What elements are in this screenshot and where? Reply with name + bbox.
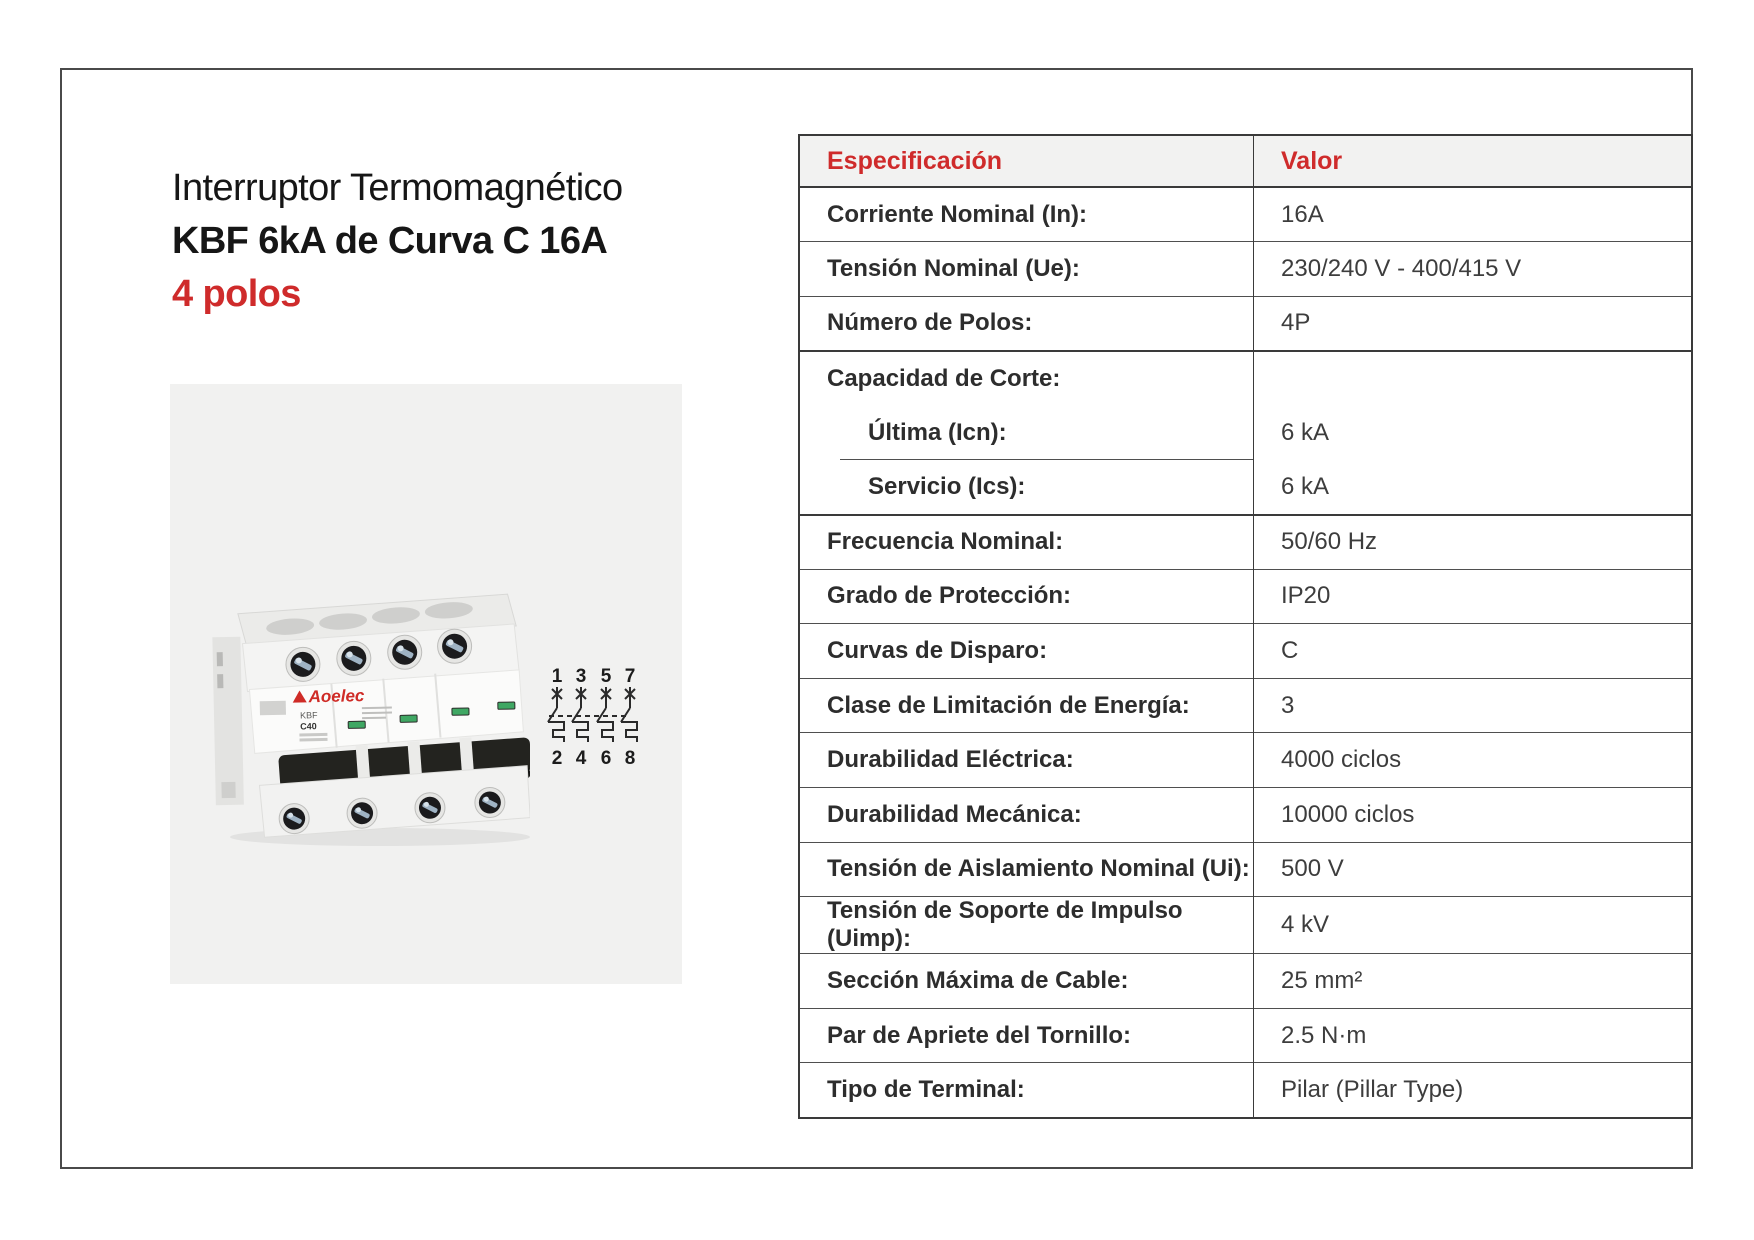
spec-row bbox=[799, 351, 1692, 406]
spec-table-body bbox=[799, 187, 1692, 1118]
terminal-number: 4 bbox=[575, 748, 587, 769]
spec-value-cell: 10000 ciclos bbox=[1254, 788, 1693, 843]
spec-label-cell: Tipo de Terminal: bbox=[799, 1063, 1254, 1118]
spec-table bbox=[798, 134, 1693, 1119]
wiring-diagram bbox=[545, 664, 655, 779]
spec-label-cell: Durabilidad Mecánica: bbox=[799, 788, 1254, 843]
spec-row bbox=[799, 954, 1692, 1009]
vent-slot bbox=[260, 701, 286, 716]
terminal-number: 7 bbox=[624, 666, 636, 687]
header-valor: Valor bbox=[1254, 135, 1693, 187]
terminal-number: 6 bbox=[600, 748, 612, 769]
header-especificacion: Especificación bbox=[799, 135, 1254, 187]
spec-label-cell: Tensión de Aislamiento Nominal (Ui): bbox=[799, 842, 1254, 897]
page-frame bbox=[60, 68, 1693, 1169]
spec-value-cell: 4000 ciclos bbox=[1254, 733, 1693, 788]
terminal-number: 8 bbox=[624, 748, 636, 769]
spec-value-cell: Pilar (Pillar Type) bbox=[1254, 1063, 1693, 1118]
pole-symbol bbox=[621, 687, 637, 742]
breaker-photo bbox=[210, 579, 530, 849]
spec-label-cell: Capacidad de Corte: bbox=[799, 351, 1254, 406]
spec-label-cell: Clase de Limitación de Energía: bbox=[799, 678, 1254, 733]
spec-label-cell: Número de Polos: bbox=[799, 296, 1254, 351]
terminal-number: 1 bbox=[551, 666, 563, 687]
spec-label-cell: Curvas de Disparo: bbox=[799, 624, 1254, 679]
spec-label-cell: Última (Icn): bbox=[799, 405, 1254, 460]
spec-value-cell: 4 kV bbox=[1254, 897, 1693, 954]
spec-value-cell: 230/240 V - 400/415 V bbox=[1254, 242, 1693, 297]
spec-row bbox=[799, 515, 1692, 570]
spec-table-header-row bbox=[799, 135, 1692, 187]
spec-row bbox=[799, 733, 1692, 788]
spec-row bbox=[799, 678, 1692, 733]
spec-value-cell: 50/60 Hz bbox=[1254, 515, 1693, 570]
spec-row bbox=[799, 242, 1692, 297]
spec-value-cell: IP20 bbox=[1254, 569, 1693, 624]
spec-value-cell: 3 bbox=[1254, 678, 1693, 733]
spec-row bbox=[799, 187, 1692, 242]
rating-text: C40 bbox=[300, 721, 317, 732]
spec-label-cell: Durabilidad Eléctrica: bbox=[799, 733, 1254, 788]
terminal-number: 2 bbox=[551, 748, 563, 769]
spec-row bbox=[799, 788, 1692, 843]
spec-label-cell: Tensión Nominal (Ue): bbox=[799, 242, 1254, 297]
spec-row bbox=[799, 624, 1692, 679]
spec-value-cell: 6 kA bbox=[1281, 472, 1330, 500]
pole-symbol bbox=[597, 687, 613, 742]
spec-label-cell: Grado de Protección: bbox=[799, 569, 1254, 624]
spec-row bbox=[799, 569, 1692, 624]
spec-row bbox=[799, 296, 1692, 351]
spec-row bbox=[799, 1063, 1692, 1118]
spec-row bbox=[799, 460, 1692, 515]
spec-label-cell: Tensión de Soporte de Impulso (Uimp): bbox=[799, 897, 1254, 954]
spec-value-cell: C bbox=[1254, 624, 1693, 679]
spec-value-cell: 25 mm² bbox=[1254, 954, 1693, 1009]
spec-value-cell: 2.5 N·m bbox=[1254, 1008, 1693, 1063]
title-product-type: Interruptor Termomagnético bbox=[172, 167, 623, 209]
pole-symbol bbox=[548, 687, 564, 742]
spec-label-cell: Frecuencia Nominal: bbox=[799, 515, 1254, 570]
product-panel bbox=[170, 384, 682, 984]
pole-symbol bbox=[572, 687, 588, 742]
spec-value-cell: 16A bbox=[1281, 200, 1324, 228]
terminal-number: 5 bbox=[600, 666, 612, 687]
brand-text: Aoelec bbox=[308, 686, 365, 707]
spec-label-cell: Par de Apriete del Tornillo: bbox=[799, 1008, 1254, 1063]
spec-row bbox=[799, 897, 1692, 954]
spec-row bbox=[799, 405, 1692, 460]
spec-label-cell: Sección Máxima de Cable: bbox=[799, 954, 1254, 1009]
terminal-number: 3 bbox=[575, 666, 587, 687]
spec-value-cell: 500 V bbox=[1254, 842, 1693, 897]
title-model: KBF 6kA de Curva C 16A bbox=[172, 220, 608, 262]
title-poles: 4 polos bbox=[172, 273, 301, 315]
spec-value-cell bbox=[1254, 351, 1693, 406]
spec-label-cell: Servicio (Ics): bbox=[799, 460, 1254, 515]
spec-row bbox=[799, 842, 1692, 897]
model-text: KBF bbox=[299, 710, 318, 721]
spec-label-cell: Corriente Nominal (In): bbox=[799, 187, 1254, 242]
spec-value-cell: 6 kA bbox=[1281, 418, 1330, 446]
spec-row bbox=[799, 1008, 1692, 1063]
page-title bbox=[172, 162, 622, 321]
spec-value-cell: 4P bbox=[1254, 296, 1693, 351]
